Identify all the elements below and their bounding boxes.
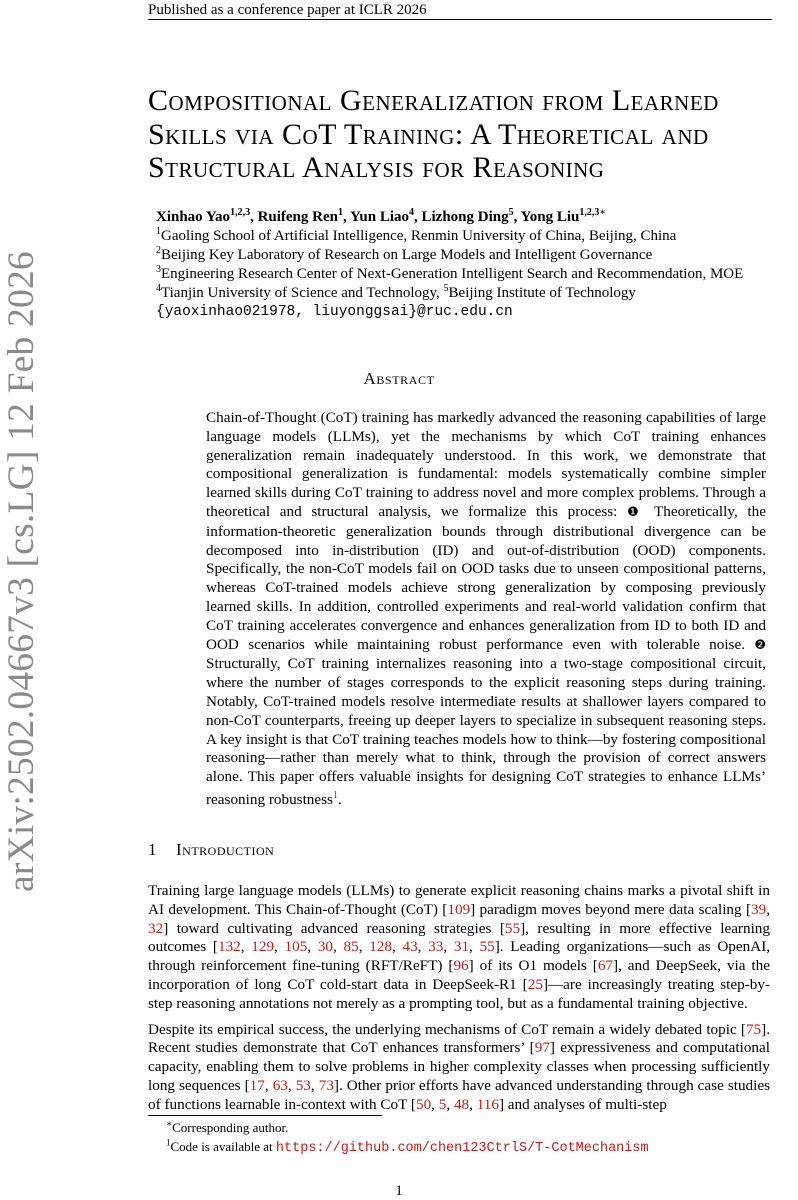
author-name: Lizhong Ding: [421, 209, 509, 225]
intro-paragraph-1: Training large language models (LLMs) to generate explicit reasoning chains marks a pivotal shift in AI development. This Chain-of-Thought (CoT) [109] paradigm moves beyond mere data scaling [39, 32] toward cultivating advanced reasoning strategies [55], resulting in more effective learning outcomes [132, 129, 105, 30, 85, 128, 43, 33, 31, 55]. Leading organizations—such as OpenAI, through reinforcement fine-tuning (RFT/ReFT) [96] of its O1 models [67], and DeepSeek, via the incorporation of long CoT cold-start data in DeepSeek-R1 [25]—are increasingly treating step-by-step reasoning annotations not merely as a prompting tool, but as a fundamental training objective.: [148, 882, 771, 1012]
citation-link[interactable]: 5: [438, 1095, 447, 1113]
abstract-heading: Abstract: [363, 369, 435, 388]
author-names: Xinhao Yao$^{1,2,3}$, Ruifeng Ren$^1$, Yun Liao$^4$, Lizhong Ding$^5$, Yong Liu$^{1,2,3∗}$: [156, 207, 607, 225]
code-repository-link[interactable]: https://github.com/chen123CtrlS/T-CotMechanism: [275, 1141, 649, 1156]
arxiv-stamp-text: arXiv:2502.04667v3 [cs.LG] 12 Feb 2026: [1, 251, 42, 892]
running-header-text: Published as a conference paper at ICLR 2026: [148, 2, 427, 18]
citation-link[interactable]: 109: [447, 900, 471, 918]
footnote-link[interactable]: 1: [332, 789, 338, 801]
citation-link[interactable]: 32: [148, 919, 164, 937]
author-affil-sup: 1,2,3∗: [579, 207, 607, 218]
intro-paragraph-2: Despite its empirical success, the underlying mechanisms of CoT remain a widely debated topic [75]. Recent studies demonstrate that CoT enhances transformers’ [97] expressiveness and computational capacity, enabling them to solve problems in higher complexity classes when processing sufficiently long sequences [17, 63, 53, 73]. Other prior efforts have advanced understanding through case studies of functions learnable in-context with CoT [50, 5, 48, 116] and analyses of multi-step: [148, 1020, 771, 1113]
footnote-divider: [148, 1115, 382, 1116]
citation-link[interactable]: 33: [428, 938, 444, 956]
number-two-marker-icon: ❷: [754, 637, 766, 653]
citation-link[interactable]: 48: [453, 1095, 470, 1113]
citation-link[interactable]: 50: [415, 1095, 432, 1113]
author-email[interactable]: {yaoxinhao021978, liuyonggsai}@ruc.edu.cn: [156, 304, 513, 320]
number-one-marker-icon: ❶: [627, 504, 645, 520]
affiliation: $^4$Tianjin University of Science and Technology, $^5$Beijing Institute of Technology: [156, 283, 636, 301]
citation-link[interactable]: 129: [251, 938, 275, 956]
title-line-2: Skills via CoT Training: A Theoretical and: [148, 117, 709, 151]
section-heading-introduction: [148, 840, 274, 860]
author-name: Yun Liao: [349, 209, 409, 225]
citation-link[interactable]: 25: [527, 975, 543, 993]
author-name: Yong Liu: [520, 209, 580, 225]
citation-link[interactable]: 128: [369, 938, 392, 956]
affiliation: $^2$Beijing Key Laboratory of Research on Large Models and Intelligent Governance: [156, 245, 653, 263]
introduction-body: [148, 882, 770, 1122]
section-number: 1: [148, 840, 157, 859]
author-affil-sup: 1,2,3: [230, 207, 251, 218]
citation-link[interactable]: 30: [317, 938, 333, 956]
citation-link[interactable]: 55: [479, 938, 495, 956]
author-block: [156, 208, 796, 322]
author-affil-sup: 1: [337, 207, 343, 218]
title-line-3: Structural Analysis for Reasoning: [148, 151, 605, 184]
citation-link[interactable]: 105: [284, 938, 308, 956]
citation-link[interactable]: 39: [751, 900, 767, 918]
affiliation: $^3$Engineering Research Center of Next-Generation Intelligent Search and Recommendation, MOE: [156, 264, 744, 282]
author-affil-sup: 5: [508, 207, 514, 218]
footnote-code: $^1$Code is available at https://github.com/chen123CtrlS/T-CotMechanism: [166, 1137, 649, 1156]
citation-link[interactable]: 31: [453, 938, 470, 956]
author-affil-sup: 4: [409, 207, 414, 218]
citation-link[interactable]: 63: [272, 1076, 288, 1094]
citation-link[interactable]: 75: [745, 1020, 762, 1038]
author-name: Ruifeng Ren: [257, 209, 338, 225]
citation-link[interactable]: 96: [453, 957, 469, 975]
citation-link[interactable]: 97: [534, 1039, 550, 1057]
running-header: [148, 0, 772, 20]
page-number: 1: [395, 1183, 403, 1199]
citation-link[interactable]: 132: [217, 938, 241, 956]
citation-link[interactable]: 53: [295, 1076, 311, 1094]
author-name: Xinhao Yao: [156, 209, 231, 225]
affiliation: $^1$Gaoling School of Artificial Intelligence, Renmin University of China, Beijing, China: [156, 226, 677, 244]
title-line-1: Compositional Generalization from Learned: [148, 84, 719, 117]
citation-link[interactable]: 116: [476, 1095, 499, 1113]
abstract-paragraph: Chain-of-Thought (CoT) training has markedly advanced the reasoning capabilities of large language models (LLMs), yet the mechanisms by which CoT training enhances generalization remain inadequately understood. In this work, we demonstrate that compositional generalization is fundamental: models systematically combine simpler learned skills during CoT training to address novel and more complex problems. Through a theoretical and structural analysis, we formalize this process: ❶ Theoretically, the information-theoretic generalization bounds through distributional divergence can be decomposed into in-distribution (ID) and out-of-distribution (OOD) components. Specifically, the non-CoT models fail on OOD tasks due to unseen compositional patterns, whereas CoT-trained models achieve strong generalization by composing previously learned skills. In addition, controlled experiments and real-world validation confirm that CoT training accelerates convergence and enhances generalization from ID to both ID and OOD scenarios while maintaining robust performance even with tolerable noise. ❷ Structurally, CoT training internalizes reasoning into a two-stage compositional circuit, where the number of stages corresponds to the explicit reasoning steps during training. Notably, CoT-trained models resolve intermediate results at shallower layers compared to non-CoT counterparts, freeing up deeper layers to specialize in subsequent reasoning steps. A key insight is that CoT training teaches models how to think—by fostering compositional reasoning—rather than merely what to think, through the provision of correct answers alone. This paper offers valuable insights for designing CoT strategies to enhance LLMs’ reasoning robustness$^1$.: [206, 409, 766, 808]
section-title: Introduction: [176, 840, 275, 859]
footnotes: [166, 1118, 766, 1158]
citation-link[interactable]: 85: [343, 938, 359, 956]
footnote-corresponding: ∗Corresponding author.: [166, 1118, 289, 1135]
abstract-body: [206, 409, 766, 810]
paper-title: [148, 84, 788, 185]
citation-link[interactable]: 55: [504, 919, 521, 937]
citation-link[interactable]: 17: [249, 1076, 265, 1094]
citation-link[interactable]: 67: [597, 957, 614, 975]
citation-link[interactable]: 73: [318, 1076, 334, 1094]
citation-link[interactable]: 43: [402, 938, 418, 956]
